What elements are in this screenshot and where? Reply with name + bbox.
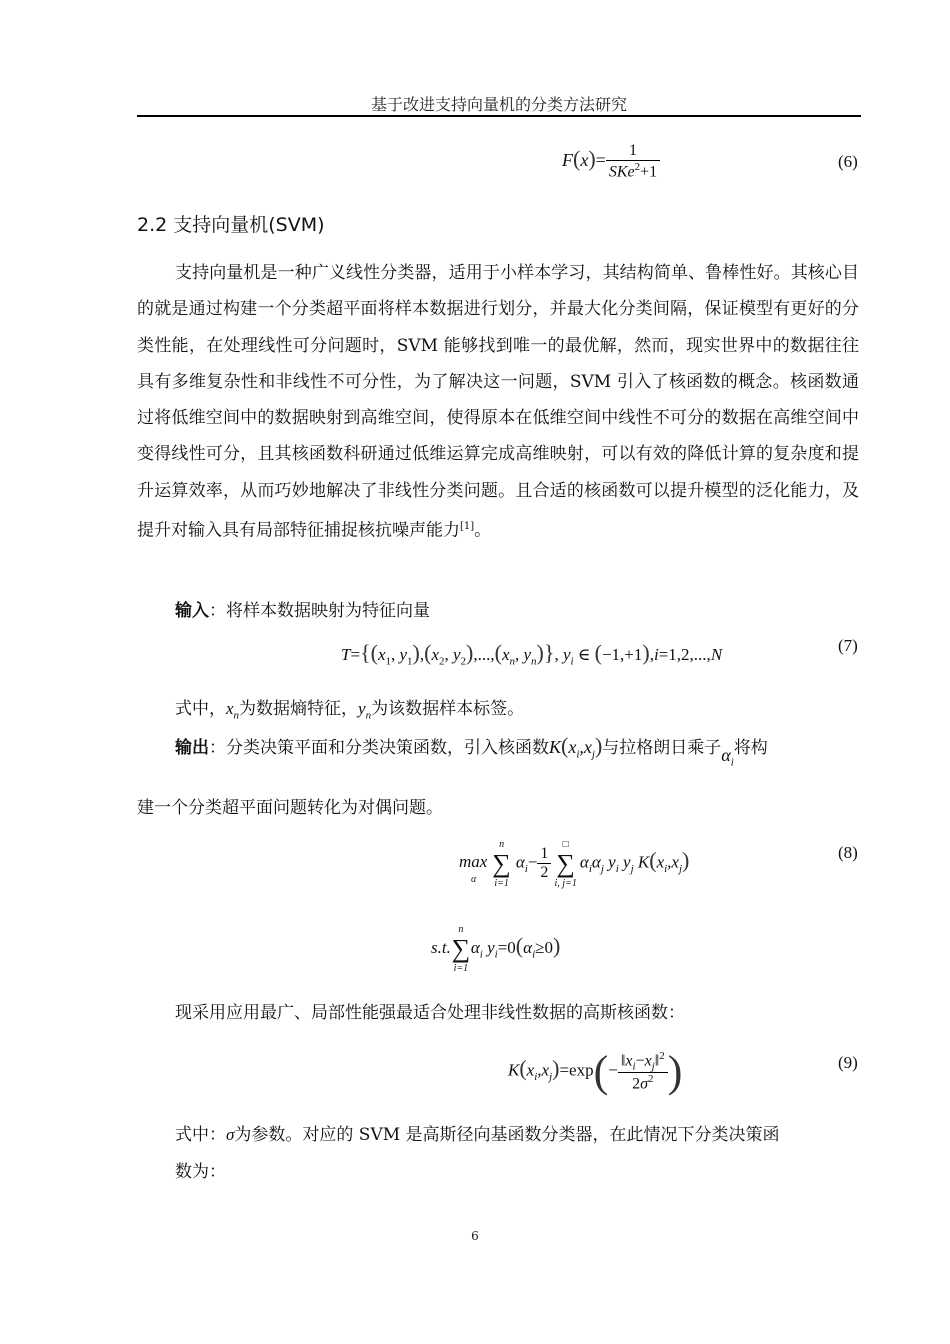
output-line-2: 建一个分类超平面问题转化为对偶问题。 bbox=[137, 798, 443, 818]
body-paragraph bbox=[137, 255, 859, 549]
equation-8-number: (8) bbox=[838, 843, 858, 862]
input-text: ：将样本数据映射为特征向量 bbox=[209, 601, 430, 621]
paragraph-end: 。 bbox=[474, 520, 492, 541]
input-line bbox=[175, 596, 430, 621]
gaussian-intro: 现采用应用最广、局部性能强最适合处理非线性数据的高斯核函数： bbox=[175, 1003, 685, 1023]
page-number: 6 bbox=[471, 1229, 479, 1243]
equation-8: max α n ∑ i=1 $\alpha_i-$ $\frac{1}{2}$ □ ∑ i, j=1 $\alpha_i\alpha_j$ $y_i$ $y_j$ $K(x_i,x_j)$ bbox=[459, 838, 690, 889]
equation-7: $T=\{(x_1$, $y_1),(x_2$, $y_2),...,(x_n$, $y_n$)}, $y_i$ ∈ (−1,+1),i=1,2,...,N bbox=[341, 640, 723, 668]
equation-7-number: (7) bbox=[838, 636, 858, 655]
running-header: 基于改进支持向量机的分类方法研究 bbox=[370, 95, 627, 114]
output-label: 输出 bbox=[175, 738, 209, 758]
where-line-1: 式中，$x_n$为数据熵特征，$y_n$为该数据样本标签。 bbox=[175, 699, 525, 722]
citation: [1] bbox=[460, 521, 475, 533]
equation-8-constraint: s.t. n ∑ i=1 $\alpha_i$ $y_i=0(\alpha_i\ge 0)$ bbox=[431, 924, 561, 975]
equation-6: F(x)= $\frac{1}{SKe^2+1}$ bbox=[562, 142, 660, 181]
input-label: 输入 bbox=[175, 601, 209, 621]
equation-9-number: (9) bbox=[838, 1053, 858, 1072]
equation-6-number: (6) bbox=[838, 152, 858, 171]
where-line-2: 式中：σ为参数。对应的 SVM 是高斯径向基函数分类器，在此情况下分类决策函 bbox=[175, 1125, 780, 1145]
equation-9: $K(x_i,x_j)=\exp(-$ $\frac{‖x_i-x_j‖^2}{2\sigma^2}$ ) bbox=[508, 1047, 683, 1096]
where-line-2-cont: 数为： bbox=[175, 1162, 226, 1182]
header-rule bbox=[137, 115, 861, 117]
paragraph-text: 支持向量机是一种广义线性分类器，适用于小样本学习，其结构简单、鲁棒性好。其核心目的就是通过构建一个分类超平面将样本数据进行划分，并最大化分类间隔，保证模型有更好的分类性能，在处理线性可分问题时，SVM 能够找到唯一的最优解，然而，现实世界中的数据往往具有多维复杂性和非线性不可分性，为了解决这一问题，SVM 引入了核函数的概念。核函数通过将低维空间中的数据映射到高维空间，使得原本在低维空间中线性不可分的数据在高维空间中变得线性可分，且其核函数科研通过低维运算完成高维映射，可以有效的降低计算的复杂度和提升运算效率，从而巧妙地解决了非线性分类问题。且合适的核函数可以提升模型的泛化能力，及提升对输入具有局部特征捕捉核抗噪声能力 bbox=[137, 263, 859, 541]
output-line: 输出：分类决策平面和分类决策函数，引入核函数$K(x_i,x_j)$与拉格朗日乘子$\alpha_i$将构 bbox=[175, 733, 768, 769]
section-heading: 2.2 支持向量机(SVM) bbox=[137, 214, 325, 236]
